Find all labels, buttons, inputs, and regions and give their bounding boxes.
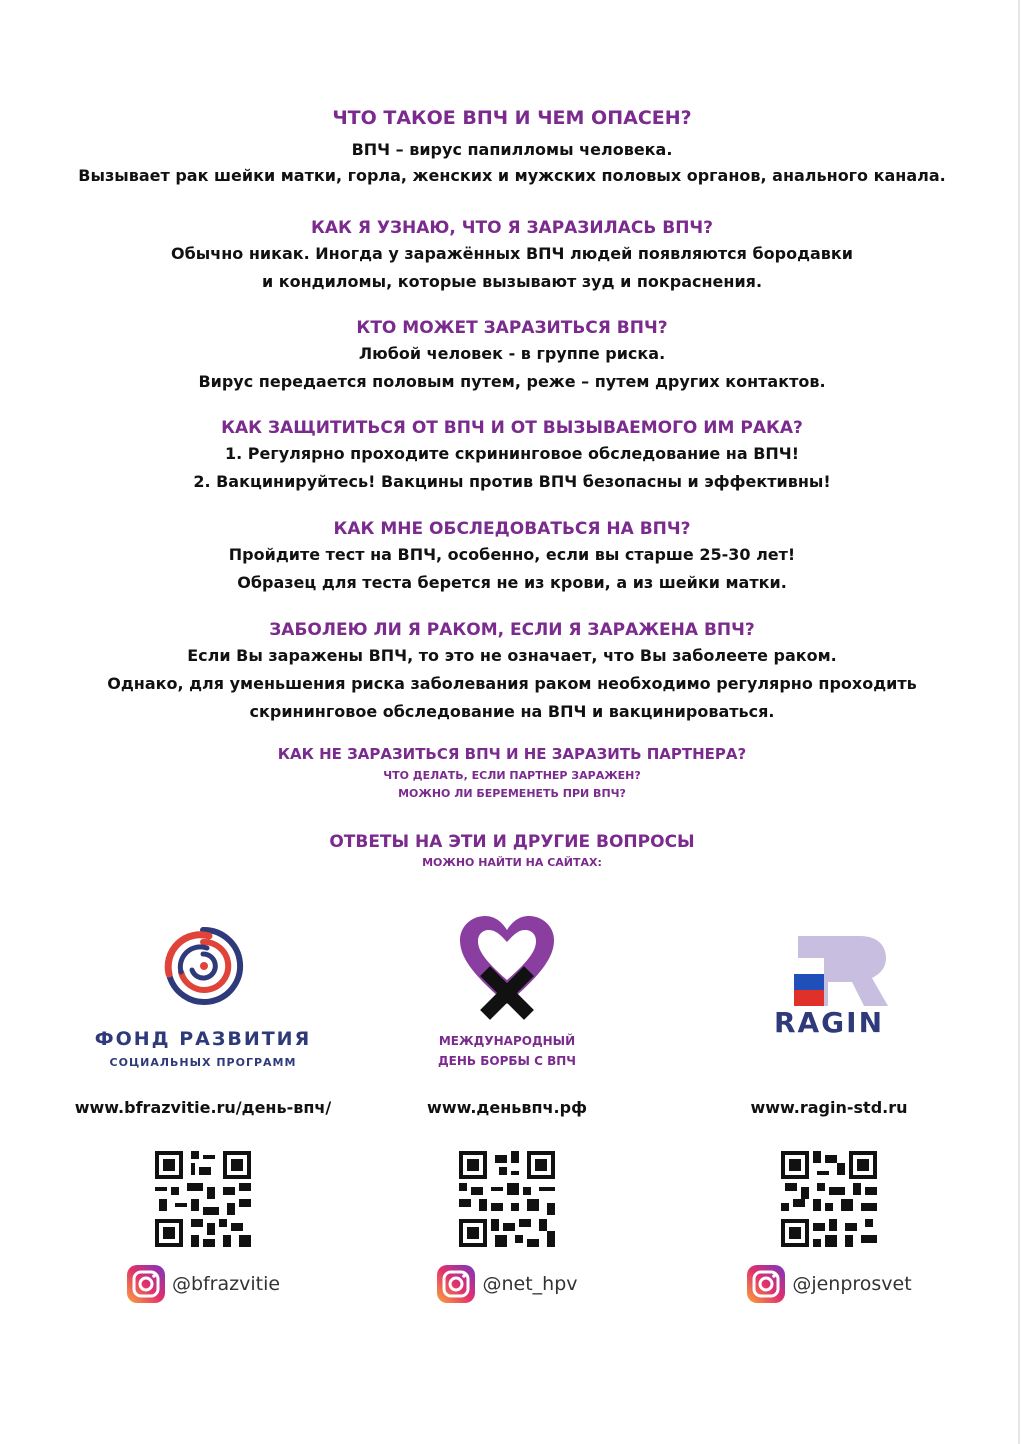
org-name-line1: RAGIN: [773, 1006, 885, 1039]
section-answer-line: Вызывает рак шейки матки, горла, женских и мужских половых органов, анального канала.: [78, 166, 946, 185]
organizations: [0, 910, 1024, 1330]
instagram-link[interactable]: [679, 1262, 979, 1306]
section-question: КТО МОЖЕТ ЗАРАЗИТЬСЯ ВПЧ?: [356, 318, 668, 338]
section-question: КАК ЗАЩИТИТЬСЯ ОТ ВПЧ И ОТ ВЫЗЫВАЕМОГО ИМ РАКА?: [221, 418, 803, 438]
qa-section-4: [0, 417, 1024, 495]
org-name-line1: ФОНД РАЗВИТИЯ: [94, 1028, 312, 1050]
org-mezhdunarodny-den: [357, 910, 657, 1330]
org-name-line1: МЕЖДУНАРОДНЫЙ: [438, 1034, 576, 1048]
section-answer-line: Однако, для уменьшения риска заболевания раком необходимо регулярно проходить: [107, 674, 917, 693]
section-answer-line: 1. Регулярно проходите скрининговое обследование на ВПЧ!: [224, 444, 800, 463]
section-answer-line: Обычно никак. Иногда у заражённых ВПЧ людей появляются бородавки: [171, 244, 853, 263]
section-question: ЧТО ТАКОЕ ВПЧ И ЧЕМ ОПАСЕН?: [332, 107, 692, 129]
org-ragin: [679, 910, 979, 1330]
section-answer-line: Вирус передается половым путем, реже – путем других контактов.: [198, 372, 826, 391]
section-answer-line: Пройдите тест на ВПЧ, особенно, если вы старше 25-30 лет!: [228, 545, 796, 564]
instagram-link[interactable]: [357, 1262, 657, 1306]
section-answer-line: и кондиломы, которые вызывают зуд и покраснения.: [261, 272, 763, 291]
section-answer-line: ВПЧ – вирус папилломы человека.: [351, 140, 673, 159]
section-question: КАК Я УЗНАЮ, ЧТО Я ЗАРАЗИЛАСЬ ВПЧ?: [310, 218, 714, 238]
extra-question-sub: МОЖНО ЛИ БЕРЕМЕНЕТЬ ПРИ ВПЧ?: [398, 787, 626, 800]
instagram-link[interactable]: [53, 1262, 353, 1306]
answers-block: [0, 831, 1024, 872]
instagram-handle: @net_hpv: [482, 1273, 578, 1295]
section-answer-line: Образец для теста берется не из крови, а из шейки матки.: [237, 573, 787, 592]
extra-question-main: КАК НЕ ЗАРАЗИТЬСЯ ВПЧ И НЕ ЗАРАЗИТЬ ПАРТНЕРА?: [277, 745, 747, 763]
instagram-icon: [126, 1264, 166, 1304]
qr-code-icon[interactable]: [777, 1147, 881, 1251]
section-answer-line: скрининговое обследование на ВПЧ и вакцинироваться.: [249, 702, 775, 721]
section-answer-line: 2. Вакцинируйтесь! Вакцины против ВПЧ безопасны и эффективны!: [193, 472, 831, 491]
org-site-link[interactable]: www.ragin-std.ru: [750, 1098, 908, 1117]
org-site-link[interactable]: www.bfrazvitie.ru/день-впч/: [74, 1098, 332, 1117]
org-name-line2: СОЦИАЛЬНЫХ ПРОГРАММ: [109, 1056, 297, 1069]
section-question: ЗАБОЛЕЮ ЛИ Я РАКОМ, ЕСЛИ Я ЗАРАЖЕНА ВПЧ?: [269, 620, 755, 640]
answers-title: ОТВЕТЫ НА ЭТИ И ДРУГИЕ ВОПРОСЫ: [329, 832, 695, 852]
org-fond-razvitiya: [53, 910, 353, 1330]
extra-questions: [0, 743, 1024, 803]
section-question: КАК МНЕ ОБСЛЕДОВАТЬСЯ НА ВПЧ?: [333, 519, 691, 539]
qr-code-icon[interactable]: [455, 1147, 559, 1251]
qa-section-5: [0, 518, 1024, 596]
instagram-handle: @bfrazvitie: [171, 1273, 281, 1295]
qa-section-2: [0, 217, 1024, 295]
instagram-icon: [746, 1264, 786, 1304]
org-site-link[interactable]: www.деньвпч.рф: [427, 1098, 587, 1117]
heart-cross-logo-icon: [452, 912, 562, 1022]
section-answer-line: Любой человек - в группе риска.: [358, 344, 666, 363]
spiral-logo-icon: [161, 924, 245, 1008]
answers-subtitle: МОЖНО НАЙТИ НА САЙТАХ:: [422, 856, 602, 869]
ragin-logo-icon: [764, 934, 894, 1014]
qr-code-icon[interactable]: [151, 1147, 255, 1251]
qa-section-1: [0, 107, 1024, 189]
qa-section-3: [0, 317, 1024, 395]
extra-question-sub: ЧТО ДЕЛАТЬ, ЕСЛИ ПАРТНЕР ЗАРАЖЕН?: [383, 769, 641, 782]
instagram-handle: @jenprosvet: [792, 1273, 912, 1295]
org-name-line2: ДЕНЬ БОРБЫ С ВПЧ: [437, 1054, 577, 1068]
instagram-icon: [436, 1264, 476, 1304]
qa-section-6: [0, 619, 1024, 725]
section-answer-line: Если Вы заражены ВПЧ, то это не означает, что Вы заболеете раком.: [187, 646, 837, 665]
